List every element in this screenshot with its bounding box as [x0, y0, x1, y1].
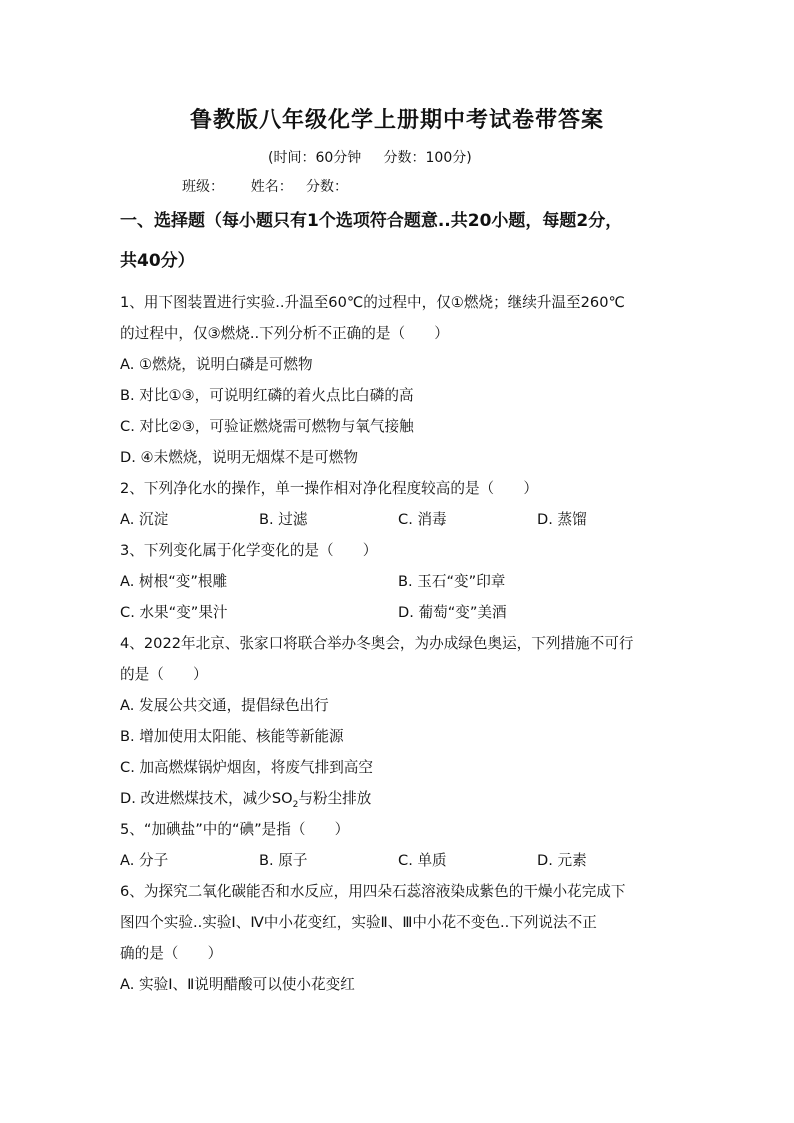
- option-d-text: 与粉尘排放: [298, 790, 372, 807]
- question-4: [120, 628, 680, 814]
- section-heading-line: 一、选择题（每小题只有1个选项符合题意..共20小题，每题2分，: [120, 211, 623, 231]
- question-5: [120, 814, 680, 876]
- section-heading-line: 共40分）: [120, 251, 195, 271]
- option-d: D. 元素: [537, 852, 587, 869]
- option-c: C. 对比②③，可验证燃烧需可燃物与氧气接触: [120, 418, 414, 435]
- option-c: C. 水果“变”果汁: [120, 604, 228, 621]
- option-d-text: D. 改进燃煤技术，减少SO: [120, 790, 293, 807]
- option-b: B. 原子: [259, 852, 308, 869]
- option-d: D. ④未燃烧，说明无烟煤不是可燃物: [120, 449, 358, 466]
- question-3: [120, 535, 680, 628]
- option-c: C. 单质: [398, 852, 447, 869]
- options-row: [120, 566, 680, 597]
- question-stem: 的过程中，仅③燃烧..下列分析不正确的是（ ）: [120, 325, 449, 342]
- option-b: B. 增加使用太阳能、核能等新能源: [120, 728, 344, 745]
- question-stem: 图四个实验..实验Ⅰ、Ⅳ中小花变红，实验Ⅱ、Ⅲ中小花不变色..下列说法不正: [120, 914, 597, 931]
- subscript: 2: [292, 799, 299, 810]
- options-row: [120, 504, 680, 535]
- question-stem: 的是（ ）: [120, 666, 208, 683]
- option-a: A. 发展公共交通，提倡绿色出行: [120, 697, 329, 714]
- section-heading: [120, 201, 680, 281]
- option-b: B. 对比①③，可说明红磷的着火点比白磷的高: [120, 387, 414, 404]
- option-b: B. 过滤: [259, 511, 308, 528]
- option-d: D. 蒸馏: [537, 511, 587, 528]
- question-stem: 2、下列净化水的操作，单一操作相对净化程度较高的是（ ）: [120, 480, 538, 497]
- question-list: [120, 287, 680, 1000]
- option-b: B. 玉石“变”印章: [398, 573, 506, 590]
- time-score-info: (时间：60分钟 分数：100分): [268, 150, 472, 166]
- question-stem: 1、用下图装置进行实验..升温至60℃的过程中，仅①燃烧；继续升温至260℃: [120, 294, 625, 311]
- option-c: C. 加高燃煤锅炉烟囱，将废气排到高空: [120, 759, 373, 776]
- option-c: C. 消毒: [398, 511, 447, 528]
- student-info-fields: 班级： 姓名： 分数：: [182, 179, 349, 195]
- option-d: D. 葡萄“变”美酒: [398, 604, 507, 621]
- option-a: A. 实验Ⅰ、Ⅱ说明醋酸可以使小花变红: [120, 976, 355, 993]
- options-row: [120, 597, 680, 628]
- question-stem: 确的是（ ）: [120, 945, 223, 962]
- options-row: [120, 845, 680, 876]
- option-a: A. ①燃烧，说明白磷是可燃物: [120, 356, 313, 373]
- option-a: A. 树根“变”根雕: [120, 573, 228, 590]
- question-stem: 4、2022年北京、张家口将联合举办冬奥会，为办成绿色奥运，下列措施不可行: [120, 635, 634, 652]
- exam-title: 鲁教版八年级化学上册期中考试卷带答案: [189, 107, 604, 133]
- question-2: [120, 473, 680, 535]
- question-6: [120, 876, 680, 1000]
- option-a: A. 沉淀: [120, 511, 169, 528]
- question-stem: 5、“加碘盐”中的“碘”是指（ ）: [120, 821, 350, 838]
- question-1: [120, 287, 680, 473]
- question-stem: 3、下列变化属于化学变化的是（ ）: [120, 542, 378, 559]
- option-a: A. 分子: [120, 852, 169, 869]
- option-d: [120, 783, 680, 814]
- question-stem: 6、为探究二氧化碳能否和水反应，用四朵石蕊溶液染成紫色的干燥小花完成下: [120, 883, 626, 900]
